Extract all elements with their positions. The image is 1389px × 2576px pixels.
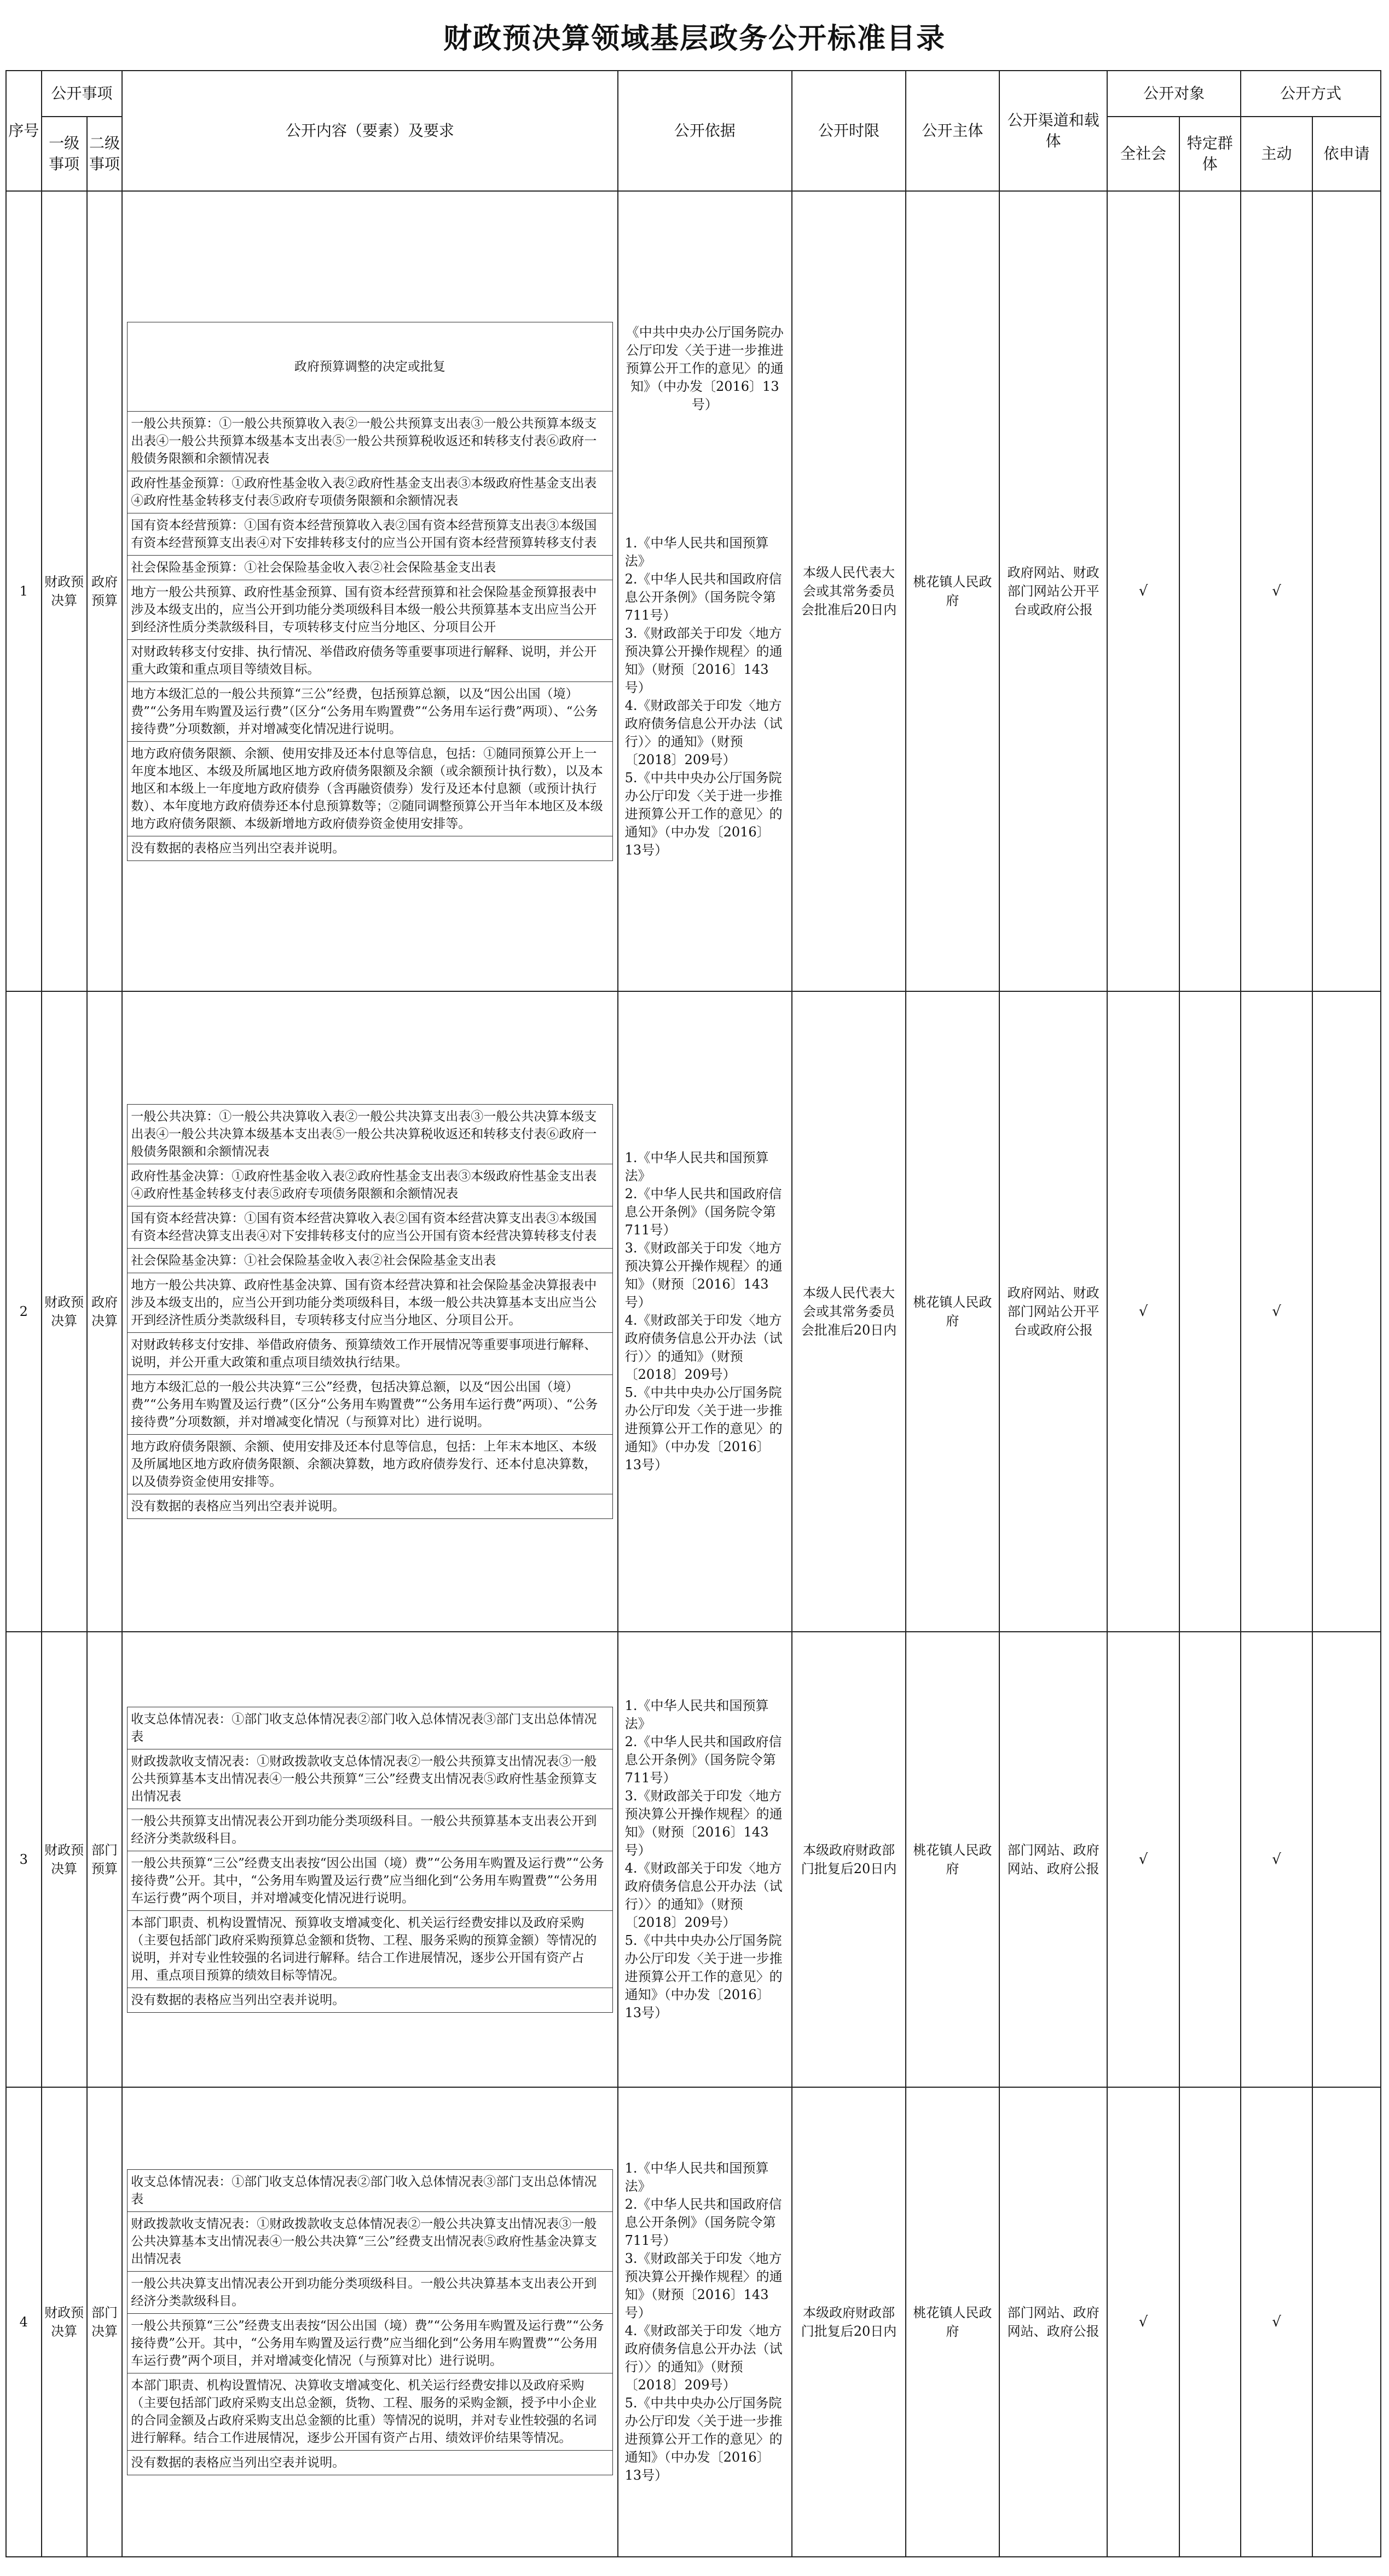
content-item: 本部门职责、机构设置情况、决算收支增减变化、机关运行经费安排以及政府采购（主要包括部门政府采购支出总金额，货物、工程、服务的采购金额，授予中小企业的合同金额及占政府采购支出总金额的比重）等情况的说明，并对专业性较强的名词进行解释。结合工作进展情况，逐步公开国有资产占用、绩效评价结果等情况。 (128, 2373, 612, 2450)
seq-cell: 1 (6, 191, 42, 991)
content-item: 社会保险基金决算：①社会保险基金收入表②社会保险基金支出表 (128, 1249, 612, 1273)
content-item: 政府性基金决算：①政府性基金收入表②政府性基金支出表③本级政府性基金支出表④政府性基金转移支付表⑤政府专项债务限额和余额情况表 (128, 1164, 612, 1206)
basis-line: 4.《财政部关于印发〈地方政府债务信息公开办法（试行）〉的通知》（财预〔2018〕209号） (624, 697, 783, 767)
content-cell (122, 2087, 617, 2557)
content-items (127, 1707, 612, 2013)
method-request-cell (1312, 191, 1381, 991)
content-item: 地方一般公共预算、政府性基金预算、国有资本经营预算和社会保险基金预算报表中涉及本级支出的，应当公开到功能分类项级科目本级一般公共预算基本支出应当公开到经济性质分类款级科目，专项转移支付应当分地区、分项目公开 (128, 580, 612, 639)
basis-line: 3.《财政部关于印发〈地方预决算公开操作规程〉的通知》（财预〔2016〕143号） (624, 1240, 783, 1310)
basis-line: 1.《中华人民共和国预算法》 (624, 535, 769, 569)
content-items (127, 322, 612, 861)
table-row (6, 2087, 1381, 2557)
content-item: 国有资本经营决算：①国有资本经营决算收入表②国有资本经营决算支出表③本级国有资本经营决算支出表④对下安排转移支付的应当公开国有资本经营决算转移支付表 (128, 1206, 612, 1249)
method-active-cell: √ (1241, 1632, 1312, 2087)
table-row (6, 1632, 1381, 2087)
basis-line: 5.《中共中央办公厅国务院办公厅印发〈关于进一步推进预算公开工作的意见〉的通知》（中办发〔2016〕13号） (624, 2395, 783, 2483)
level1-cell: 财政预决算 (42, 991, 87, 1632)
channel-cell: 政府网站、财政部门网站公开平台或政府公报 (999, 991, 1108, 1632)
level2-cell: 政府决算 (87, 991, 123, 1632)
basis-line: 5.《中共中央办公厅国务院办公厅印发〈关于进一步推进预算公开工作的意见〉的通知》（中办发〔2016〕13号） (624, 1933, 783, 2020)
header-subject: 公开主体 (906, 71, 999, 191)
subject-cell: 桃花镇人民政府 (906, 1632, 999, 2087)
target-all-cell: √ (1107, 191, 1179, 991)
level1-cell: 财政预决算 (42, 1632, 87, 2087)
header-seq: 序号 (6, 71, 42, 191)
target-all-cell: √ (1107, 2087, 1179, 2557)
time-limit-cell: 本级政府财政部门批复后20日内 (792, 1632, 906, 2087)
basis-cell (618, 991, 792, 1632)
channel-cell: 政府网站、财政部门网站公开平台或政府公报 (999, 191, 1108, 991)
content-cell (122, 191, 617, 991)
content-item: 收支总体情况表：①部门收支总体情况表②部门收入总体情况表③部门支出总体情况表 (128, 2169, 612, 2211)
header-target: 公开对象 (1107, 71, 1241, 117)
target-all-cell: √ (1107, 1632, 1179, 2087)
basis-line: 2.《中华人民共和国政府信息公开条例》（国务院令第711号） (624, 1186, 782, 1238)
basis-line: 3.《财政部关于印发〈地方预决算公开操作规程〉的通知》（财预〔2016〕143号） (624, 625, 783, 695)
content-item: 没有数据的表格应当列出空表并说明。 (128, 1988, 612, 2012)
content-item: 地方一般公共决算、政府性基金决算、国有资本经营决算和社会保险基金决算报表中涉及本级支出的，应当公开到功能分类项级科目，本级一般公共决算基本支出应当公开到经济性质分类款级科目，专项转移支付应当分地区、分项目公开。 (128, 1273, 612, 1333)
target-specific-cell (1179, 191, 1241, 991)
subject-cell: 桃花镇人民政府 (906, 991, 999, 1632)
method-active-cell: √ (1241, 191, 1312, 991)
table-row (6, 191, 1381, 991)
basis-line: 1.《中华人民共和国预算法》 (624, 1150, 769, 1183)
content-item: 对财政转移支付安排、举借政府债务、预算绩效工作开展情况等重要事项进行解释、说明，并公开重大政策和重点项目绩效执行结果。 (128, 1333, 612, 1375)
content-item: 社会保险基金预算：①社会保险基金收入表②社会保险基金支出表 (128, 555, 612, 580)
seq-cell: 3 (6, 1632, 42, 2087)
header-item: 公开事项 (42, 71, 123, 117)
basis-line: 2.《中华人民共和国政府信息公开条例》（国务院令第711号） (624, 571, 782, 623)
content-item: 地方本级汇总的一般公共预算“三公”经费，包括预算总额，以及“因公出国（境）费”“公务用车购置及运行费”（区分“公务用车购置费”“公务用车运行费”两项）、“公务接待费”分项数额，并对增减变化情况进行说明。 (128, 681, 612, 741)
header-level2: 二级事项 (87, 117, 123, 191)
content-item: 一般公共决算：①一般公共决算收入表②一般公共决算支出表③一般公共决算本级支出表④一般公共决算本级基本支出表⑤一般公共决算税收返还和转移支付表⑥政府一般债务限额和余额情况表 (128, 1105, 612, 1164)
channel-cell: 部门网站、政府网站、政府公报 (999, 1632, 1108, 2087)
method-request-cell (1312, 2087, 1381, 2557)
basis-cell (618, 2087, 792, 2557)
subject-cell: 桃花镇人民政府 (906, 2087, 999, 2557)
content-cell (122, 1632, 617, 2087)
header-method-request: 依申请 (1312, 117, 1381, 191)
content-items (127, 2169, 612, 2475)
content-item: 政府性基金预算：①政府性基金收入表②政府性基金支出表③本级政府性基金支出表④政府性基金转移支付表⑤政府专项债务限额和余额情况表 (128, 471, 612, 513)
content-item: 没有数据的表格应当列出空表并说明。 (128, 1494, 612, 1519)
content-item: 地方政府债务限额、余额、使用安排及还本付息等信息，包括：①随同预算公开上一年度本地区、本级及所属地区地方政府债务限额及余额（或余额预计执行数），以及本地区和本级上一年度地方政府债券（含再融资债券）发行及还本付息额（或预计执行数）、本年度地方政府债券还本付息预算数等；②随同调整预算公开当年本地区及本级地方政府债务限额、本级新增地方政府债券资金使用安排等。 (128, 741, 612, 836)
content-item: 政府预算调整的决定或批复 (128, 322, 612, 411)
time-limit-cell: 本级人民代表大会或其常务委员会批准后20日内 (792, 991, 906, 1632)
target-all-cell: √ (1107, 991, 1179, 1632)
time-limit-cell: 本级政府财政部门批复后20日内 (792, 2087, 906, 2557)
method-request-cell (1312, 1632, 1381, 2087)
content-item: 国有资本经营预算：①国有资本经营预算收入表②国有资本经营预算支出表③本级国有资本经营预算支出表④对下安排转移支付的应当公开国有资本经营预算转移支付表 (128, 513, 612, 555)
level2-cell: 部门决算 (87, 2087, 123, 2557)
header-method: 公开方式 (1241, 71, 1381, 117)
channel-cell: 部门网站、政府网站、政府公报 (999, 2087, 1108, 2557)
basis-line: 2.《中华人民共和国政府信息公开条例》（国务院令第711号） (624, 1734, 782, 1786)
target-specific-cell (1179, 1632, 1241, 2087)
basis-line: 1.《中华人民共和国预算法》 (624, 1698, 769, 1731)
basis-line: 4.《财政部关于印发〈地方政府债务信息公开办法（试行）〉的通知》（财预〔2018〕209号） (624, 1861, 783, 1930)
level2-cell: 政府预算 (87, 191, 123, 991)
basis-line: 5.《中共中央办公厅国务院办公厅印发〈关于进一步推进预算公开工作的意见〉的通知》（中办发〔2016〕13号） (624, 1385, 783, 1472)
basis-line: 4.《财政部关于印发〈地方政府债务信息公开办法（试行）〉的通知》（财预〔2018〕209号） (624, 2323, 783, 2393)
basis-line: 3.《财政部关于印发〈地方预决算公开操作规程〉的通知》（财预〔2016〕143号） (624, 2251, 783, 2320)
content-item: 一般公共决算支出情况表公开到功能分类项级科目。一般公共决算基本支出表公开到经济分类款级科目。 (128, 2271, 612, 2313)
content-item: 财政拨款收支情况表：①财政拨款收支总体情况表②一般公共决算支出情况表③一般公共决算基本支出情况表④一般公共决算“三公”经费支出情况表⑤政府性基金决算支出情况表 (128, 2211, 612, 2271)
header-time-limit: 公开时限 (792, 71, 906, 191)
header-target-specific: 特定群体 (1179, 117, 1241, 191)
target-specific-cell (1179, 991, 1241, 1632)
content-item: 一般公共预算支出情况表公开到功能分类项级科目。一般公共预算基本支出表公开到经济分类款级科目。 (128, 1809, 612, 1851)
content-cell (122, 991, 617, 1632)
content-item: 一般公共预算：①一般公共预算收入表②一般公共预算支出表③一般公共预算本级支出表④一般公共预算本级基本支出表⑤一般公共预算税收返还和转移支付表⑥政府一般债务限额和余额情况表 (128, 411, 612, 471)
table-row (6, 991, 1381, 1632)
seq-cell: 2 (6, 991, 42, 1632)
header-channel: 公开渠道和载体 (999, 71, 1108, 191)
content-item: 没有数据的表格应当列出空表并说明。 (128, 836, 612, 860)
content-items (127, 1104, 612, 1519)
seq-cell: 4 (6, 2087, 42, 2557)
page-title: 财政预决算领域基层政务公开标准目录 (443, 22, 946, 55)
content-item: 一般公共预算“三公”经费支出表按“因公出国（境）费”“公务用车购置及运行费”“公务接待费”公开。其中，“公务用车购置及运行费”应当细化到“公务用车购置费”“公务用车运行费”两个项目，并对增减变化情况（与预算对比）进行说明。 (128, 2313, 612, 2373)
catalog-table (5, 70, 1381, 2557)
basis-line: 5.《中共中央办公厅国务院办公厅印发〈关于进一步推进预算公开工作的意见〉的通知》（中办发〔2016〕13号） (624, 770, 783, 858)
content-item: 一般公共预算“三公”经费支出表按“因公出国（境）费”“公务用车购置及运行费”“公务接待费”公开。其中，“公务用车购置及运行费”应当细化到“公务用车购置费”“公务用车运行费”两个项目，并对增减变化情况进行说明。 (128, 1851, 612, 1910)
content-item: 本部门职责、机构设置情况、预算收支增减变化、机关运行经费安排以及政府采购（主要包括部门政府采购预算总金额和货物、工程、服务采购的预算金额）等情况的说明，并对专业性较强的名词进行解释。结合工作进展情况，逐步公开国有资产占用、重点项目预算的绩效目标等情况。 (128, 1910, 612, 1988)
header-target-all: 全社会 (1107, 117, 1179, 191)
basis-line: 3.《财政部关于印发〈地方预决算公开操作规程〉的通知》（财预〔2016〕143号） (624, 1788, 783, 1858)
subject-cell: 桃花镇人民政府 (906, 191, 999, 991)
method-active-cell: √ (1241, 991, 1312, 1632)
method-request-cell (1312, 991, 1381, 1632)
header-level1: 一级事项 (42, 117, 87, 191)
content-item: 财政拨款收支情况表：①财政拨款收支总体情况表②一般公共预算支出情况表③一般公共预算基本支出情况表④一般公共预算“三公”经费支出情况表⑤政府性基金预算支出情况表 (128, 1749, 612, 1809)
basis-top: 《中共中央办公厅国务院办公厅印发〈关于进一步推进预算公开工作的意见〉的通知》（中办发〔2016〕13号） (626, 324, 784, 412)
basis-line: 1.《中华人民共和国预算法》 (624, 2161, 769, 2194)
header-method-active: 主动 (1241, 117, 1312, 191)
basis-line: 4.《财政部关于印发〈地方政府债务信息公开办法（试行）〉的通知》（财预〔2018〕209号） (624, 1313, 783, 1382)
basis-cell (618, 191, 792, 991)
level1-cell: 财政预决算 (42, 191, 87, 991)
basis-cell (618, 1632, 792, 2087)
level1-cell: 财政预决算 (42, 2087, 87, 2557)
header-basis: 公开依据 (618, 71, 792, 191)
content-item: 地方本级汇总的一般公共决算“三公”经费，包括决算总额，以及“因公出国（境）费”“公务用车购置及运行费”（区分“公务用车购置费”“公务用车运行费”两项）、“公务接待费”分项数额，并对增减变化情况（与预算对比）进行说明。 (128, 1375, 612, 1435)
method-active-cell: √ (1241, 2087, 1312, 2557)
content-item: 对财政转移支付安排、执行情况、举借政府债务等重要事项进行解释、说明，并公开重大政策和重点项目等绩效目标。 (128, 639, 612, 681)
level2-cell: 部门预算 (87, 1632, 123, 2087)
header-content: 公开内容（要素）及要求 (122, 71, 617, 191)
target-specific-cell (1179, 2087, 1241, 2557)
time-limit-cell: 本级人民代表大会或其常务委员会批准后20日内 (792, 191, 906, 991)
content-item: 地方政府债务限额、余额、使用安排及还本付息等信息，包括：上年末本地区、本级及所属地区地方政府债务限额、余额决算数，地方政府债券发行、还本付息决算数，以及债券资金使用安排等。 (128, 1435, 612, 1494)
content-item: 收支总体情况表：①部门收支总体情况表②部门收入总体情况表③部门支出总体情况表 (128, 1707, 612, 1749)
content-item: 没有数据的表格应当列出空表并说明。 (128, 2450, 612, 2475)
basis-line: 2.《中华人民共和国政府信息公开条例》（国务院令第711号） (624, 2197, 782, 2248)
